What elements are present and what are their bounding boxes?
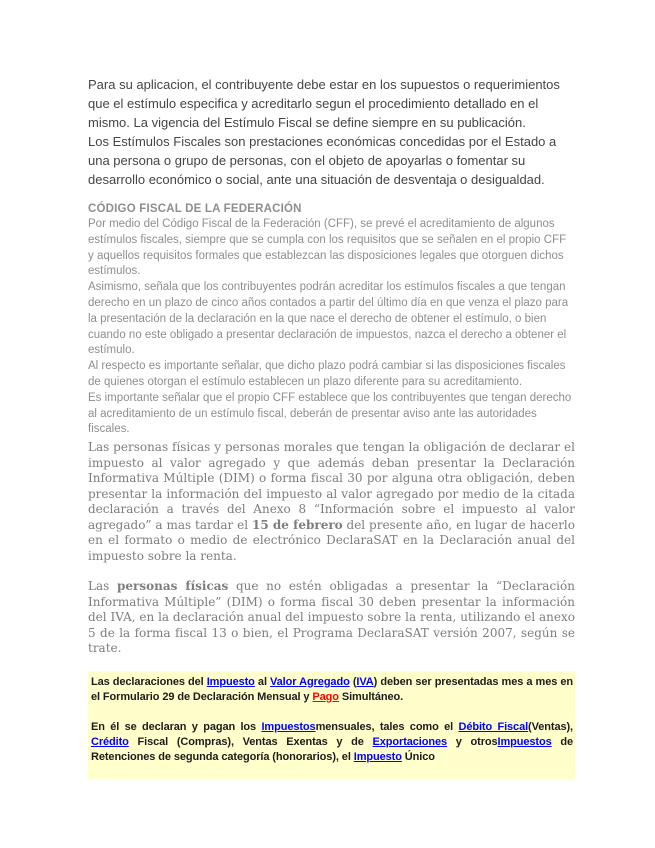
cff-paragraph: Asimismo, señala que los contribuyentes podrán acreditar los estímulos fiscales a que tengan derecho en un plazo de cinco años contados a partir del último día en que venza el plazo para la presentación de la declaración en la que nace el derecho de obtener el estímulo, o bien cuando no este obligado a presentar declaración de impuestos, nazca el derecho a obtener el estímulo. [88, 281, 569, 357]
text-segment: Simultáneo. [338, 690, 404, 703]
cff-paragraph: Por medio del Código Fiscal de la Federación (CFF), se prevé el acreditamiento de algunos estímulos fiscales, siempre que se cumpla con los requisitos que se señalen en el propio CFF y aquellos requisitos formales que establezcan las disposiciones legales que otorguen dichos estímulos. [88, 218, 567, 278]
intro-paragraph: Para su aplicacion, el contribuyente debe estar en los supuestos o requerimientos que el estímulo especifica y acreditarlo segun el procedimiento detallado en el mismo. La vigencia del Estímulo Fiscal se define siempre en su publicación. [88, 77, 560, 130]
text-link-red[interactable]: Pago [312, 690, 339, 703]
text-segment: mensuales, tales como el [315, 720, 459, 733]
serif-paragraph [88, 579, 575, 657]
codigo-fiscal-section [88, 217, 575, 438]
text-segment: Las personas físicas y personas morales que tengan la obligación de declarar el impuesto al valor agregado y que además deban presentar la Declaración Informativa Múltiple (DIM) o forma fiscal 30 por alguna otra obligación, deben presentar la información del impuesto al valor agregado por medio de la citada declaración a través del Anexo 8 “Información sobre el impuesto al valor agregado” a mas tardar el [88, 440, 575, 532]
text-segment: al [254, 675, 271, 688]
text-segment: Único [401, 750, 435, 763]
text-link[interactable]: Débito Fiscal [458, 720, 529, 733]
text-link[interactable]: Impuesto [353, 750, 402, 763]
highlight-paragraph [91, 720, 573, 765]
text-segment: de Retenciones de segunda categoría (honorarios), el [91, 735, 573, 763]
text-link[interactable]: Impuestos [261, 720, 316, 733]
text-segment: Las declaraciones del [91, 675, 207, 688]
highlight-paragraph [91, 675, 573, 705]
text-segment: Fiscal (Compras), Ventas Exentas y de [128, 735, 373, 748]
text-segment: ) deben ser presentadas mes a mes en el Formulario 29 de Declaración Mensual y [91, 675, 573, 703]
text-link[interactable]: Exportaciones [372, 735, 448, 748]
text-segment: personas físicas [116, 579, 229, 594]
iva-declaration-section [88, 440, 575, 657]
text-link[interactable]: IVA [356, 675, 374, 688]
section-heading-codigo-fiscal: CÓDIGO FISCAL DE LA FEDERACIÓN [88, 203, 302, 215]
highlighted-block [88, 671, 575, 779]
text-link[interactable]: Impuestos [497, 735, 552, 748]
cff-paragraph: Al respecto es importante señalar, que dicho plazo podrá cambiar si las disposiciones fiscales de quienes otorgan el estímulo establecen un plazo diferente para su acreditamiento. [88, 360, 566, 388]
text-segment: ( [349, 675, 357, 688]
text-link[interactable]: Impuesto [206, 675, 255, 688]
text-link[interactable]: Crédito [91, 735, 129, 748]
text-segment: del presente año, en lugar de hacerlo en el formato o medio de electrónico DeclaraSAT en la Declaración anual del impuesto sobre la renta. [88, 517, 575, 563]
cff-paragraph: Es importante señalar que el propio CFF establece que los contribuyentes que tengan derecho al acreditamiento de un estímulo fiscal, deberán de presentar aviso ante las autoridades fiscales. [88, 391, 572, 436]
text-segment: (Ventas), [528, 720, 573, 733]
text-segment: Las [88, 579, 117, 594]
text-segment: 15 de febrero [251, 517, 343, 532]
text-segment: En él se declaran y pagan los [91, 720, 262, 733]
intro-section [88, 75, 575, 189]
intro-paragraph: Los Estímulos Fiscales son prestaciones económicas concedidas por el Estado a una persona o grupo de personas, con el objeto de apoyarlas o fomentar su desarrollo económico o social, ante una situación de desventaja o desigualdad. [88, 134, 557, 187]
text-segment: que no estén obligadas a presentar la “Declaración Informativa Múltiple” (DIM) o forma fiscal 30 deben presentar la información del IVA, en la declaración anual del impuesto sobre la renta, utilizando el anexo 5 de la forma fiscal 13 o bien, el Programa DeclaraSAT versión 2007, según se trate. [88, 579, 575, 656]
text-link[interactable]: Valor Agregado [270, 675, 350, 688]
text-segment: y otros [447, 735, 498, 748]
serif-paragraph [88, 440, 575, 564]
